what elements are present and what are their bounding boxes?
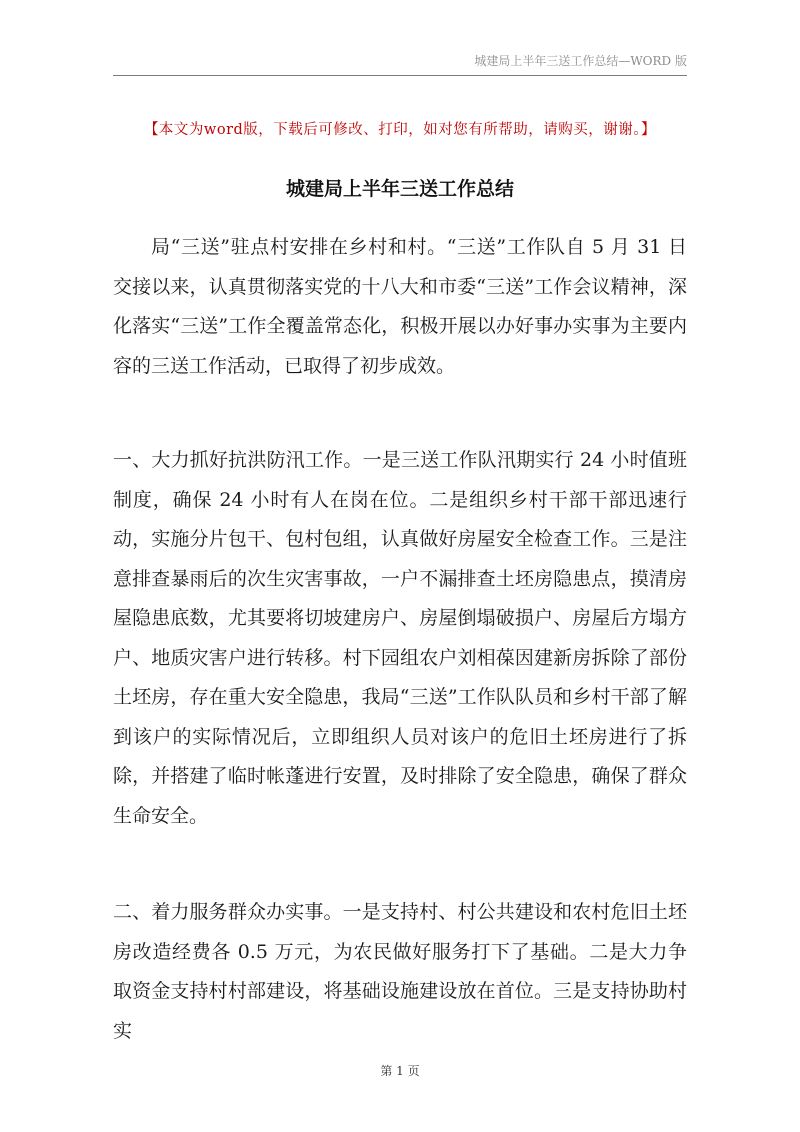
paragraph-flood-control: 一、大力抓好抗洪防汛工作。一是三送工作队汛期实行 24 小时值班制度，确保 24 小时有人在岗在位。二是组织乡村干部干部迅速行动，实施分片包干、包村包组，认真做好房屋安全检查工作。三是注意排查暴雨后的次生灾害事故，一户不漏排查土坯房隐患点，摸清房屋隐患底数，尤其要将切坡建房户、房屋倒塌破损户、房屋后方塌方户、地质灾害户进行转移。村下园组农户刘相葆因建新房拆除了部份土坯房，存在重大安全隐患，我局“三送”工作队队员和乡村干部了解到该户的实际情况后，立即组织人员对该户的危旧土坯房进行了拆除，并搭建了临时帐蓬进行安置，及时排除了安全隐患，确保了群众生命安全。 xyxy=(113,449,687,827)
page-number: 第 1 页 xyxy=(380,1064,420,1078)
document-title: 城建局上半年三送工作总结 xyxy=(285,178,514,200)
purchase-notice: 【本文为word版，下载后可修改、打印，如对您有所帮助，请购买，谢谢。】 xyxy=(143,122,657,138)
running-header: 城建局上半年三送工作总结—WORD 版 xyxy=(474,54,687,68)
header-divider xyxy=(113,75,687,76)
paragraph-intro: 局“三送”驻点村安排在乡村和村。“三送”工作队自 5 月 31 日交接以来，认真贯彻落实党的十八大和市委“三送”工作会议精神，深化落实“三送”工作全覆盖常态化，积极开展以办好事办实事为主要内容的三送工作活动，已取得了初步成效。 xyxy=(113,236,687,377)
paragraph-serve-masses: 二、着力服务群众办实事。一是支持村、村公共建设和农村危旧土坯房改造经费各 0.5 万元，为农民做好服务打下了基础。二是大力争取资金支持村村部建设，将基础设施建设放在首位。三是支持协助村实 xyxy=(113,901,687,1042)
